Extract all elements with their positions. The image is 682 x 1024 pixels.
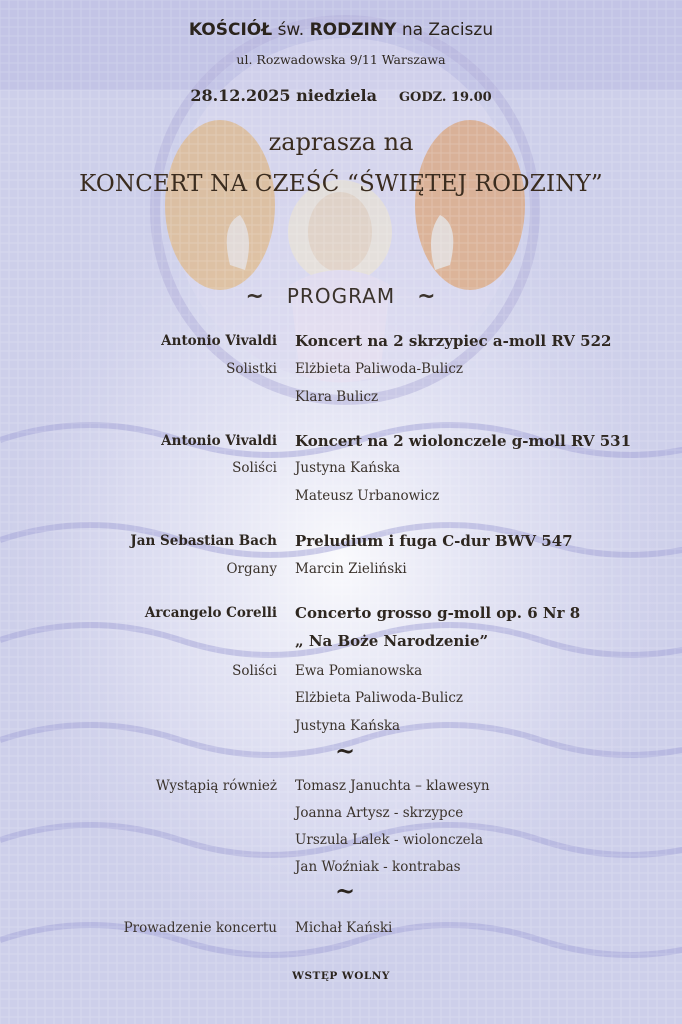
- performer-role: Solistki: [226, 361, 277, 377]
- work-subtitle: „ Na Boże Narodzenie”: [295, 632, 489, 650]
- church-name-part: RODZINY: [309, 20, 397, 40]
- performer-role: Organy: [226, 561, 277, 577]
- performer: Klara Bulicz: [295, 389, 379, 405]
- program-heading-label: PROGRAM: [286, 284, 396, 308]
- also-performing-label: Wystąpią również: [155, 778, 277, 794]
- host-label: Prowadzenie koncertu: [123, 920, 277, 936]
- performer: Ewa Pomianowska: [295, 663, 423, 679]
- free-entry: WSTĘP WOLNY: [292, 970, 390, 982]
- tilde-separator: ~: [334, 876, 356, 905]
- performer: Jan Woźniak - kontrabas: [295, 859, 461, 875]
- work-title: Koncert na 2 skrzypiec a-moll RV 522: [295, 332, 612, 350]
- church-name: [0, 20, 682, 40]
- program-heading: [0, 284, 682, 309]
- church-name-part: św.: [277, 20, 305, 40]
- invitation-text: zaprasza na: [268, 128, 414, 156]
- performer: Justyna Kańska: [295, 460, 401, 476]
- performer: Elżbieta Paliwoda-Bulicz: [295, 361, 464, 377]
- tilde-ornament-right: ~: [417, 284, 437, 309]
- church-name-part: KOŚCIÓŁ: [188, 20, 273, 40]
- performer: Justyna Kańska: [295, 718, 401, 734]
- event-date: 28.12.2025 niedziela: [190, 86, 377, 105]
- work-title: Koncert na 2 wiolonczele g-moll RV 531: [295, 432, 632, 450]
- performer: Marcin Zieliński: [295, 561, 407, 577]
- concert-title: KONCERT NA CZEŚĆ “ŚWIĘTEJ RODZINY”: [79, 171, 603, 197]
- church-name-part: na Zaciszu: [401, 20, 494, 40]
- performer: Mateusz Urbanowicz: [295, 488, 440, 504]
- tilde-separator: ~: [334, 736, 356, 765]
- church-address: ul. Rozwadowska 9/11 Warszawa: [236, 52, 446, 67]
- performer: Urszula Lalek - wiolonczela: [295, 832, 484, 848]
- performer-role: Soliści: [232, 663, 277, 679]
- tilde-ornament-left: ~: [245, 284, 265, 309]
- composer: Antonio Vivaldi: [161, 333, 277, 349]
- event-time: GODZ. 19.00: [398, 90, 492, 105]
- composer: Jan Sebastian Bach: [130, 533, 277, 549]
- composer: Arcangelo Corelli: [144, 605, 277, 621]
- work-title: Concerto grosso g-moll op. 6 Nr 8: [295, 604, 581, 622]
- composer: Antonio Vivaldi: [161, 433, 277, 449]
- work-title: Preludium i fuga C-dur BWV 547: [295, 532, 573, 550]
- performer: Joanna Artysz - skrzypce: [295, 805, 464, 821]
- performer-role: Soliści: [232, 460, 277, 476]
- event-date-line: [0, 86, 682, 105]
- performer: Elżbieta Paliwoda-Bulicz: [295, 690, 464, 706]
- performer: Tomasz Januchta – klawesyn: [295, 778, 490, 794]
- host-name: Michał Kański: [295, 920, 393, 936]
